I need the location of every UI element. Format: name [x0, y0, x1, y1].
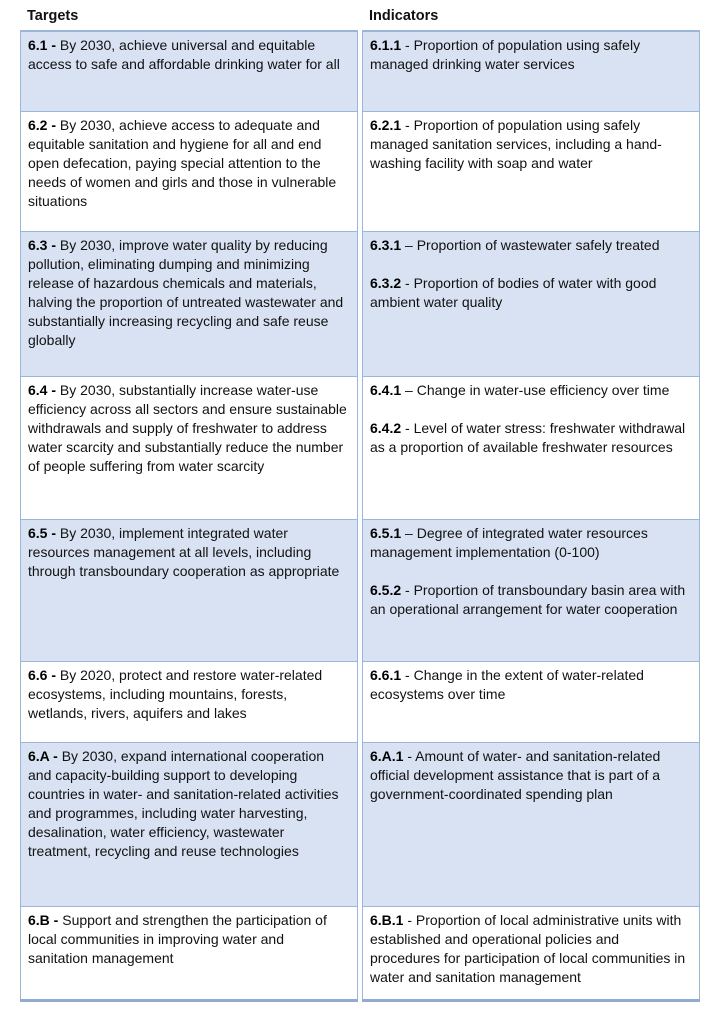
- target-text: By 2030, expand international cooperation and capacity-building support to developing countries in water- and sanitation-related activities and programmes, including water harvesting, desalination, water efficiency, wastewater treatment, recycling and reuse technologies: [28, 748, 339, 859]
- target-text: By 2030, achieve access to adequate and equitable sanitation and hygiene for all and end open defecation, paying special attention to the needs of women and girls and those in vulnerable situations: [28, 117, 337, 209]
- indicator-text: - Proportion of transboundary basin area with an operational arrangement for water cooperation: [370, 582, 686, 617]
- target-text: By 2030, implement integrated water resources management at all levels, including through transboundary cooperation as appropriate: [28, 525, 340, 579]
- indicator-6-2-1: [370, 116, 689, 173]
- target-text: Support and strengthen the participation of local communities in improving water and sanitation management: [28, 912, 327, 966]
- indicator-cell-6-3: [362, 232, 700, 377]
- target-6-6: [28, 666, 347, 723]
- indicator-code: 6.5.2: [370, 582, 402, 598]
- target-text: By 2030, substantially increase water-use efficiency across all sectors and ensure sustainable withdrawals and supply of freshwater to address water scarcity and substantially reduce the number of people suffering from water scarcity: [28, 382, 347, 474]
- indicator-cell-6-1: [362, 30, 700, 112]
- indicator-code: 6.B.1: [370, 912, 404, 928]
- targets-column-header: Targets: [27, 8, 79, 24]
- indicator-cell-6-6: [362, 662, 700, 743]
- indicator-6-4-1: [370, 381, 689, 400]
- indicator-code: 6.4.2: [370, 420, 402, 436]
- indicator-text: - Proportion of population using safely managed sanitation services, including a hand-washing facility with soap and water: [370, 117, 662, 171]
- target-text: By 2030, achieve universal and equitable access to safe and affordable drinking water for all: [28, 37, 340, 72]
- table-row: [20, 112, 700, 232]
- indicator-text: – Change in water-use efficiency over time: [405, 382, 670, 398]
- target-code: 6.1 -: [28, 37, 57, 53]
- target-6-a: [28, 747, 347, 861]
- table-row: [20, 520, 700, 662]
- indicator-text: - Level of water stress: freshwater withdrawal as a proportion of available freshwater resources: [370, 420, 686, 455]
- indicator-code: 6.3.1: [370, 237, 402, 253]
- table-row: [20, 377, 700, 520]
- indicator-6-5-1: [370, 524, 689, 562]
- target-6-1: [28, 36, 347, 74]
- target-cell-6-a: [20, 743, 358, 907]
- target-cell-6-5: [20, 520, 358, 662]
- target-6-b: [28, 911, 347, 968]
- indicator-code: 6.2.1: [370, 117, 402, 133]
- table-header-row: [20, 4, 700, 30]
- indicator-code: 6.A.1: [370, 748, 404, 764]
- target-code: 6.B -: [28, 912, 59, 928]
- indicator-6-5-2: [370, 581, 689, 619]
- indicator-cell-6-4: [362, 377, 700, 520]
- indicator-cell-6-5: [362, 520, 700, 662]
- indicator-code: 6.5.1: [370, 525, 402, 541]
- indicators-column-header: Indicators: [369, 8, 439, 24]
- indicator-6-3-2: [370, 274, 689, 312]
- indicator-6-4-2: [370, 419, 689, 457]
- target-cell-6-3: [20, 232, 358, 377]
- table-row: [20, 30, 700, 112]
- target-6-5: [28, 524, 347, 581]
- table-row: [20, 662, 700, 743]
- target-text: By 2020, protect and restore water-related ecosystems, including mountains, forests, wetlands, rivers, aquifers and lakes: [28, 667, 323, 721]
- target-cell-6-1: [20, 30, 358, 112]
- target-text: By 2030, improve water quality by reducing pollution, eliminating dumping and minimizing release of hazardous chemicals and materials, halving the proportion of untreated wastewater and substantially increasing recycling and safe reuse globally: [28, 237, 344, 348]
- indicator-text: - Amount of water- and sanitation-related official development assistance that is part of a government-coordinated spending plan: [370, 748, 661, 802]
- target-code: 6.4 -: [28, 382, 57, 398]
- indicator-text: - Proportion of population using safely managed drinking water services: [370, 37, 641, 72]
- target-cell-6-6: [20, 662, 358, 743]
- indicator-cell-6-a: [362, 743, 700, 907]
- target-cell-6-4: [20, 377, 358, 520]
- indicator-6-6-1: [370, 666, 689, 704]
- indicator-text: – Proportion of wastewater safely treated: [405, 237, 660, 253]
- indicator-text: – Degree of integrated water resources management implementation (0-100): [370, 525, 648, 560]
- targets-indicators-table: [16, 4, 704, 1002]
- table-row: [20, 907, 700, 1002]
- target-cell-6-b: [20, 907, 358, 1002]
- target-6-4: [28, 381, 347, 476]
- target-code: 6.3 -: [28, 237, 57, 253]
- table-row: [20, 232, 700, 377]
- table-row: [20, 743, 700, 907]
- indicator-cell-6-2: [362, 112, 700, 232]
- indicator-text: - Change in the extent of water-related ecosystems over time: [370, 667, 644, 702]
- target-code: 6.6 -: [28, 667, 57, 683]
- indicator-text: - Proportion of local administrative units with established and operational policies and procedures for participation of local communities in water and sanitation management: [370, 912, 686, 985]
- indicator-text: - Proportion of bodies of water with good ambient water quality: [370, 275, 657, 310]
- target-6-3: [28, 236, 347, 350]
- indicator-6-3-1: [370, 236, 689, 255]
- indicator-code: 6.6.1: [370, 667, 402, 683]
- indicator-6-a-1: [370, 747, 689, 804]
- target-code: 6.5 -: [28, 525, 57, 541]
- indicator-code: 6.1.1: [370, 37, 402, 53]
- target-code: 6.2 -: [28, 117, 57, 133]
- indicator-6-b-1: [370, 911, 689, 987]
- indicator-cell-6-b: [362, 907, 700, 1002]
- target-code: 6.A -: [28, 748, 58, 764]
- target-6-2: [28, 116, 347, 211]
- indicator-code: 6.4.1: [370, 382, 402, 398]
- indicator-6-1-1: [370, 36, 689, 74]
- indicator-code: 6.3.2: [370, 275, 402, 291]
- target-cell-6-2: [20, 112, 358, 232]
